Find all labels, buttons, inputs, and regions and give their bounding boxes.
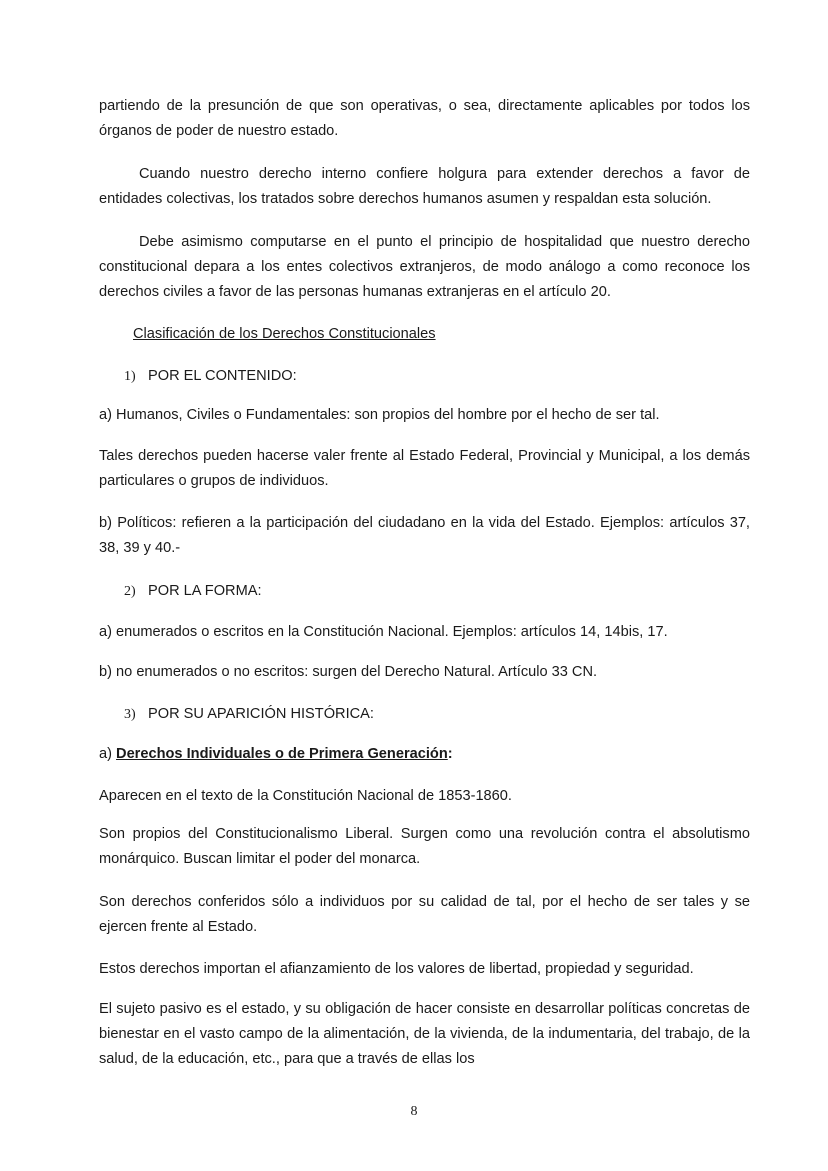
paragraph: Son propios del Constitucionalismo Liberal. Surgen como una revolución contra el absolutismo monárquico. Buscan limitar el poder del monarca. bbox=[99, 826, 750, 867]
paragraph: b) Políticos: refieren a la participación del ciudadano en la vida del Estado. Ejemplos: artículos 37, 38, 39 y 40.- bbox=[99, 515, 750, 556]
list-item bbox=[124, 364, 297, 389]
paragraph: Son derechos conferidos sólo a individuos por su calidad de tal, por el hecho de ser tales y se ejercen frente al Estado. bbox=[99, 894, 750, 935]
list-item bbox=[124, 579, 262, 604]
paragraph: partiendo de la presunción de que son operativas, o sea, directamente aplicables por todos los órganos de poder de nuestro estado. bbox=[99, 98, 750, 139]
list-item-label: POR EL CONTENIDO: bbox=[148, 368, 297, 384]
subheading-emphasis: Derechos Individuales o de Primera Generación bbox=[116, 746, 448, 762]
page-number: 8 bbox=[410, 1104, 418, 1119]
paragraph: a) enumerados o escritos en la Constitución Nacional. Ejemplos: artículos 14, 14bis, 17. bbox=[99, 624, 668, 640]
paragraph: Estos derechos importan el afianzamiento de los valores de libertad, propiedad y seguridad. bbox=[99, 961, 694, 977]
paragraph: a) Humanos, Civiles o Fundamentales: son propios del hombre por el hecho de ser tal. bbox=[99, 407, 660, 423]
subheading-prefix: a) bbox=[99, 746, 117, 762]
list-item-label: POR SU APARICIÓN HISTÓRICA: bbox=[148, 706, 374, 722]
subheading-suffix: : bbox=[447, 746, 453, 762]
paragraph: Debe asimismo computarse en el punto el principio de hospitalidad que nuestro derecho constitucional depara a los entes colectivos extranjeros, de modo análogo a como reconoce los derechos civiles a favor de las personas humanas extranjeras en el artículo 20. bbox=[99, 234, 750, 300]
paragraph: El sujeto pasivo es el estado, y su obligación de hacer consiste en desarrollar políticas concretas de bienestar en el vasto campo de la alimentación, de la vivienda, de la indumentaria, del trabajo, de la salud, de la educación, etc., para que a través de ellas los bbox=[99, 1001, 750, 1067]
paragraph: Aparecen en el texto de la Constitución Nacional de 1853-1860. bbox=[99, 788, 512, 804]
paragraph: b) no enumerados o no escritos: surgen del Derecho Natural. Artículo 33 CN. bbox=[99, 664, 598, 680]
list-item-number: 3) bbox=[124, 707, 136, 722]
subheading bbox=[99, 742, 750, 767]
list-item-label: POR LA FORMA: bbox=[148, 583, 262, 599]
section-heading: Clasificación de los Derechos Constitucionales bbox=[133, 326, 436, 342]
list-item bbox=[124, 702, 374, 727]
list-item-number: 2) bbox=[124, 584, 136, 599]
paragraph: Cuando nuestro derecho interno confiere holgura para extender derechos a favor de entidades colectivas, los tratados sobre derechos humanos asumen y respaldan esta solución. bbox=[99, 166, 750, 207]
paragraph: Tales derechos pueden hacerse valer frente al Estado Federal, Provincial y Municipal, a los demás particulares o grupos de individuos. bbox=[99, 448, 750, 489]
list-item-number: 1) bbox=[124, 369, 136, 384]
